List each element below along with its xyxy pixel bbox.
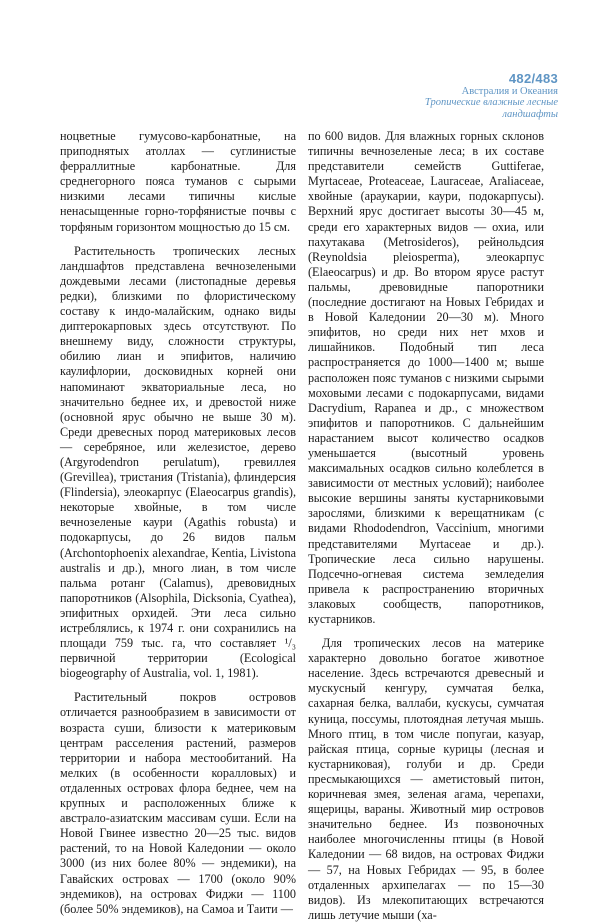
page-numbers: 482/483 [508,71,558,86]
paragraph-mountain-forests: по 600 видов. Для влажных горных склонов типичны вечнозеленые леса; в их составе представители семейств Guttiferae, Myrtaceae, Proteaceae, Lauraceae, Araliaceae, хвойные (араукарии, каури, подокарпусы). Верхний ярус достигает высоты 30—45 м, среди его характерных видов — охиа, или пахутакава (Metrosideros), рейнольдсия (Reynoldsia pleiosperma), элеокарпус (Elaeocarpus) и др. Во втором ярусе растут пальмы, древовидные папоротники (последние достигают на Новых Гебридах и в Новой Каледонии 20—30 м). Много эпифитов, но среди них нет мхов и лишайников. Подобный тип леса распространяется до 1000—1400 м; выше расположен пояс туманов с низкими сырыми моховыми лесами с подокарпусами, видами Dacrydium, Rapanea и др., с множеством эпифитов и папоротников. С дальнейшим нарастанием высот количество осадков уменьшается (высотный уровень максимальных осадков сильно колеблется в зависимости от местных условий); наиболее высокие вершины заняты кустарниковыми зарослями, близкими к верещатникам (с видами Rhododendron, Vaccinium, многими представителями Myrtaceae и др.). Тропические леса сильно нарушены. Подсечно-огневая система земледелия привела к распространению вторичных злаковых сообществ, папоротников, кустарников. [308,129,544,626]
paragraph-vegetation: Растительность тропических лесных ландшафтов представлена вечнозелеными дождевыми лесами (листопадные деревья редки), близкими по флористическому составу к индо-малайским, однако виды диптерокарповых здесь отсутствуют. По внешнему виду, сложности структуры, обилию лиан и эпифитов, наличию каулифлории, досковидных корней они напоминают экваториальные леса, но значительно беднее их, и древостой ниже (основной ярус обычно не выше 30 м). Среди древесных пород материковых лесов — серебряное, или железистое, дерево (Argyrodendron perulatum), гревиллея (Grevillea), тристания (Tristania), флиндерсия (Flindersia), элеокарпус (Elaeocarpus grandis), некоторые хвойные, в том числе вечнозеленые каури (Agathis robusta) и подокарпусы, до 26 видов пальм (Archontophoenix alexandrae, Kentia, Livistona australis и др.), много лиан, в том числе пальма ротанг (Calamus), древовидных папоротников (Alsophila, Dicksonia, Cyathea), эпифитных орхидей. Эти леса сильно истреблялись, к 1974 г. они сохранились на площади 759 тыс. га, что составляет ¹/₃ первичной территории (Ecological biogeography of Australia, vol. 1, 1981). [60,243,296,681]
left-text-column [60,129,296,917]
running-header [425,72,558,120]
paragraph-soils-continued: ноцветные гумусово-карбонатные, на приподнятых атоллах — суглинистые ферраллитные карбонатные. Для среднегорного пояса туманов с сырыми низкими лесами типичны кислые ненасыщенные горно-торфянистые почвы с торфяным горизонтом мощностью до 15 см. [60,129,296,234]
subsection-title-line1: Тропические влажные лесные [424,97,558,109]
paragraph-fauna: Для тропических лесов на материке характерно довольно богатое животное население. Здесь встречаются древесный и мускусный кенгуру, сумчатая белка, сахарная белка, валлаби, кускусы, сумчатая куница, поссумы, плотоядная летучая мышь. Много птиц, в том числе попугаи, казуар, райская птица, сорные курицы (лесная и кустарниковая), голуби и др. Среди пресмыкающихся — аметистовый питон, коричневая змея, зеленая агама, черепахи, ящерицы, вараны. Животный мир островов значительно беднее. Из позвоночных наиболее многочисленны птицы (в Новой Каледонии — 68 видов, на островах Фиджи — 57, на Новых Гебридах — 95, в более отдаленных архипелагах — по 15—30 видов). Из млекопитающих встречаются лишь летучие мыши (ха- [308,636,544,922]
subsection-title-line2: ландшафты [502,108,558,120]
section-title: Австралия и Океания [461,86,558,98]
right-text-column [308,129,544,923]
paragraph-island-flora: Растительный покров островов отличается разнообразием в зависимости от возраста суши, близости к материковым центрам расселения растений, размеров территории и набора местообитаний. На мелких (в особенности коралловых) и отдаленных островах флора беднее, чем на крупных и расположенных ближе к австрало-азиатским массивам суши. Если на Новой Гвинее известно 20—25 тыс. видов растений, то на Новой Каледонии — около 3000 (из них более 80% — эндемики), на Гавайских островах — 1700 (около 90% эндемиков), на островах Фиджи — 1100 (более 50% эндемиков), на Самоа и Таити — [60,690,296,916]
